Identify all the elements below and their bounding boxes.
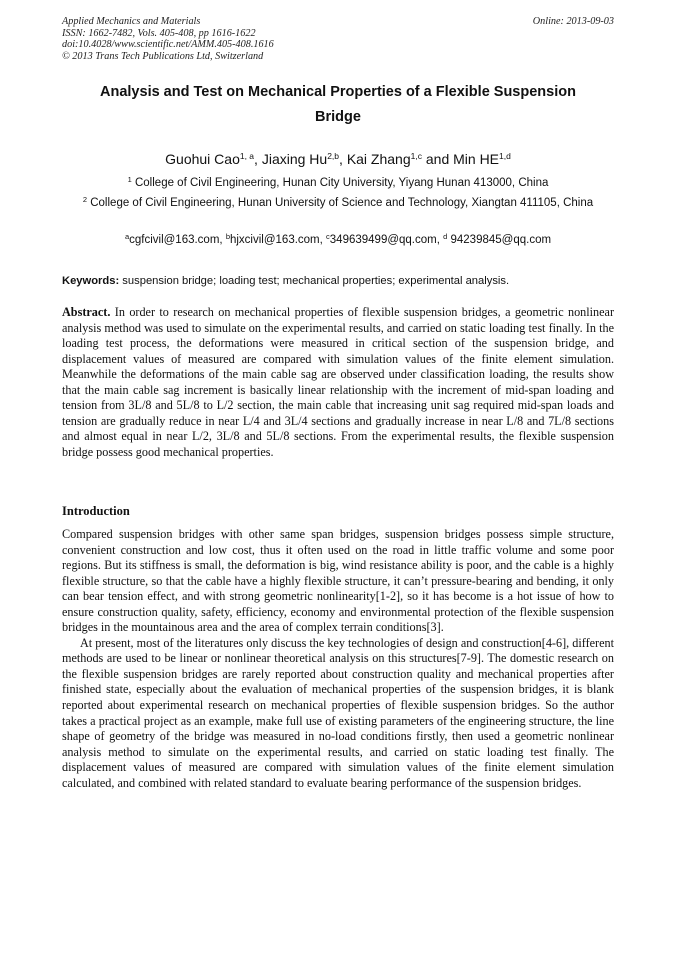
author-affiliation-mark: 1, a bbox=[239, 151, 255, 161]
author-name: Kai Zhang bbox=[346, 151, 411, 167]
author-separator: , bbox=[339, 151, 347, 167]
introduction-paragraph-2: At present, most of the literatures only discuss the key technologies of design and construction[4-6], different methods are used to be linear or nonlinear theoretical analysis on this structures[7-9]. The domestic research on the flexible suspension bridges are rarely reported about construction quality and mechanical properties after finished state, especially about the evaluation of mechanical properties of the suspension bridges, it is blank reported about experimental research on mechanical properties of flexible suspension bridges. So the author takes a practical project as an example, make full use of existing parameters of the engineering structure, the line shape of geometry of the bridge was measured in no-load conditions firstly, then used a geometric nonlinear analysis method to simulate on the experimental results, and carried on static loading test finally. The displacement values of measured are compared with simulation values of the finite element simulation calculated, and combined with related standard to evaluate bearing performance of the suspension bridges. bbox=[62, 635, 614, 790]
abstract-label: Abstract. bbox=[62, 305, 111, 319]
author-name: Guohui Cao bbox=[165, 151, 240, 167]
author-list bbox=[62, 150, 614, 168]
publication-info bbox=[62, 16, 614, 62]
online-date: Online: 2013-09-03 bbox=[532, 16, 614, 27]
author-affiliation-mark: 2,b bbox=[327, 151, 340, 161]
author-emails bbox=[62, 233, 614, 248]
journal-name: Applied Mechanics and Materials bbox=[62, 16, 201, 27]
introduction-paragraph-1: Compared suspension bridges with other same span bridges, suspension bridges possess simple structure, convenient construction and low cost, thus it often used on the road in little traffic volume and some poor regions. But its stiffness is small, the deformation is big, wind resistance ability is poor, and the cable is a highly flexible structure, so that the cable have a highly flexible structure, it can’t pressure-bearing and bending, it only can bear tension effect, and with strong geometric nonlinearity[1-2], so it has become is a hot issue of how to ensure construction quality, safety, efficiency, economy and environmental protection of the flexible suspension bridges in the mountainous area and the area of complex terrain conditions[3]. bbox=[62, 527, 614, 635]
paper-title bbox=[62, 80, 614, 130]
affiliation-mark: 2 bbox=[82, 195, 88, 204]
keywords bbox=[62, 274, 614, 289]
email-text: cgfcivil@163.com, bbox=[129, 234, 226, 246]
affiliation-1 bbox=[62, 176, 614, 191]
publication-header bbox=[62, 16, 614, 62]
author-name: Min HE bbox=[453, 151, 500, 167]
introduction-body bbox=[62, 527, 614, 791]
keywords-label: Keywords: bbox=[62, 275, 120, 287]
email-mark: b bbox=[225, 232, 230, 241]
issn-line: ISSN: 1662-7482, Vols. 405-408, pp 1616-1622 bbox=[62, 27, 256, 39]
abstract-text: In order to research on mechanical properties of flexible suspension bridges, a geometric nonlinear analysis method was used to simulate on the experimental results, and carried on static loading test finally. In the loading test process, the deformations were measured in critical section of the suspension bridge, and displacement values of measured are compared with simulation values of the finite element simulation. Meanwhile the deformations of the main cable sag are observed under classification loading, the results show that the main cable sag increment is basically linear relationship with the increment of mid-span loading and tension from 3L/8 and 5L/8 to L/2 section, the main cable that increasing unit sag required mid-span loads and tension are gradually reduce in near L/4 and 3L/4 sections and gradually increase in near L/8 and 7L/8 sections and almost equal in near L/2, 3L/8 and 5L/8 sections. From the experimental results, the flexible suspension bridge possess good mechanical properties. bbox=[62, 305, 614, 459]
email-mark: d bbox=[443, 232, 448, 241]
abstract bbox=[62, 305, 614, 460]
affiliation-text: College of Civil Engineering, Hunan City University, Yiyang Hunan 413000, China bbox=[134, 177, 549, 189]
email-text: hjxcivil@163.com, bbox=[229, 234, 327, 246]
affiliation-2 bbox=[62, 196, 614, 211]
doi-line: doi:10.4028/www.scientific.net/AMM.405-408.1616 bbox=[62, 39, 274, 50]
author-affiliation-mark: 1,c bbox=[410, 151, 422, 161]
keywords-text: suspension bridge; loading test; mechanical properties; experimental analysis. bbox=[119, 275, 510, 287]
author-name: Jiaxing Hu bbox=[261, 151, 328, 167]
email-mark: a bbox=[124, 232, 130, 241]
introduction-heading: Introduction bbox=[62, 504, 130, 518]
affiliation-text: College of Civil Engineering, Hunan University of Science and Technology, Xiangtan 411105, China bbox=[90, 197, 594, 209]
affiliation-mark: 1 bbox=[127, 175, 132, 184]
email-text: 349639499@qq.com, bbox=[329, 234, 444, 246]
author-separator: , bbox=[254, 151, 262, 167]
email-text: 94239845@qq.com bbox=[447, 234, 552, 246]
email-mark: c bbox=[326, 232, 330, 241]
copyright-line: © 2013 Trans Tech Publications Ltd, Switzerland bbox=[62, 50, 264, 62]
author-affiliation-mark: 1,d bbox=[499, 151, 511, 161]
author-separator: and bbox=[421, 151, 454, 167]
title-line-1: Analysis and Test on Mechanical Properties of a Flexible Suspension bbox=[100, 84, 576, 100]
title-line-2: Bridge bbox=[315, 109, 361, 125]
